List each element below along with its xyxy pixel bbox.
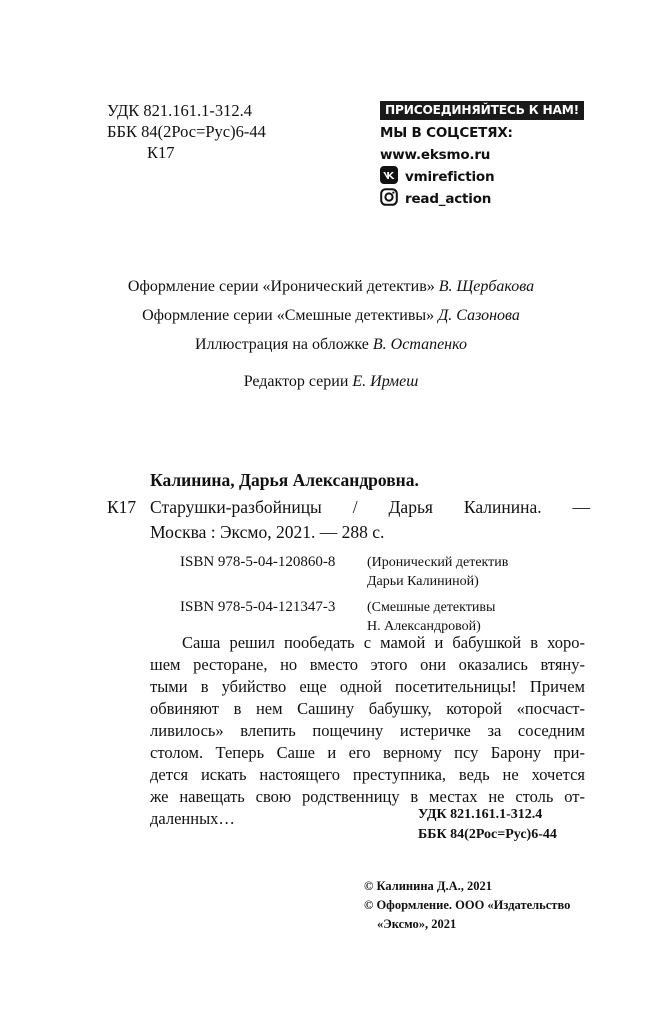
title-line-1: Старушки-разбойницы / Дарья Калинина. — (150, 497, 590, 517)
bbk-code: ББК 84(2Рос=Рус)6-44 (418, 827, 557, 842)
catalog-codes-bottom (418, 805, 557, 845)
annotation-line: столом. Теперь Саше и его верному псу Барону при- (150, 743, 585, 762)
vk-link[interactable] (380, 166, 590, 188)
series1-credit: Оформление серии «Иронический детектив» В. Щербакова (127, 278, 535, 295)
copyright-author: © Калинина Д.А., 2021 (364, 879, 493, 893)
annotation-line: обвиняют в нем Сашину бабушку, которой «посчаст- (150, 699, 585, 718)
udk-code: УДК 821.161.1-312.4 (107, 101, 253, 120)
join-us-banner: ПРИСОЕДИНЯЙТЕСЬ К НАМ! (380, 101, 584, 120)
copyright-block (364, 877, 570, 934)
isbn-entry (180, 598, 495, 636)
copyright-design: © Оформление. ООО «Издательство (364, 898, 571, 912)
cover-illustrator: В. Остапенко (372, 336, 467, 353)
series1-designer: В. Щербакова (438, 278, 535, 295)
copyright-publisher: «Эксмо», 2021 (377, 917, 457, 931)
annotation-line: тыми в убийство еще одной посетительницы! Причем (150, 677, 585, 696)
title-line-2: Москва : Эксмо, 2021. — 288 с. (150, 522, 385, 542)
instagram-link[interactable] (380, 188, 590, 210)
series2-designer: Д. Сазонова (438, 307, 520, 324)
isbn-entry (180, 553, 508, 591)
annotation-line: ливилось» влепить пощечину истеричке за соседним (150, 721, 585, 740)
annotation-line: даленных… (150, 809, 235, 828)
instagram-icon (380, 188, 398, 206)
instagram-handle: read_action (405, 191, 492, 207)
annotation-line: дется искать настоящего преступника, ведь не хочется (150, 765, 585, 784)
isbn-number: ISBN 978-5-04-121347-3 (180, 599, 336, 615)
credits-block (0, 272, 662, 396)
cover-credit: Иллюстрация на обложке В. Остапенко (195, 336, 467, 353)
bbk-code: ББК 84(2Рос=Рус)6-44 (107, 122, 266, 141)
annotation-line: же навещать свою родственницу в местах не столь от- (150, 787, 585, 806)
vk-handle: vmirefiction (405, 169, 495, 185)
social-subtitle: МЫ В СОЦСЕТЯХ: (380, 125, 513, 141)
vk-icon (380, 166, 398, 184)
isbn-number: ISBN 978-5-04-120860-8 (180, 554, 336, 570)
udk-code: УДК 821.161.1-312.4 (418, 807, 543, 822)
author-heading: Калинина, Дарья Александровна. (150, 470, 419, 490)
website-link[interactable]: www.eksmo.ru (380, 147, 491, 163)
editor-credit: Редактор серии Е. Ирмеш (243, 373, 419, 390)
social-block (380, 101, 590, 210)
series-editor: Е. Ирмеш (352, 373, 419, 390)
isbn-series: (Иронический детектив Дарьи Калининой) (367, 555, 509, 589)
annotation (150, 632, 585, 830)
isbn-series: (Смешные детективы Н. Александровой) (367, 600, 496, 634)
author-mark: К17 (147, 143, 175, 162)
catalog-codes-top (107, 100, 266, 163)
series2-credit: Оформление серии «Смешные детективы» Д. Сазонова (142, 307, 520, 324)
annotation-line: шем ресторане, но вместо этого они оказались втяну- (150, 655, 585, 674)
record-code: К17 (107, 497, 137, 517)
annotation-line: Саша решил пообедать с мамой и бабушкой в хоро- (182, 633, 585, 652)
